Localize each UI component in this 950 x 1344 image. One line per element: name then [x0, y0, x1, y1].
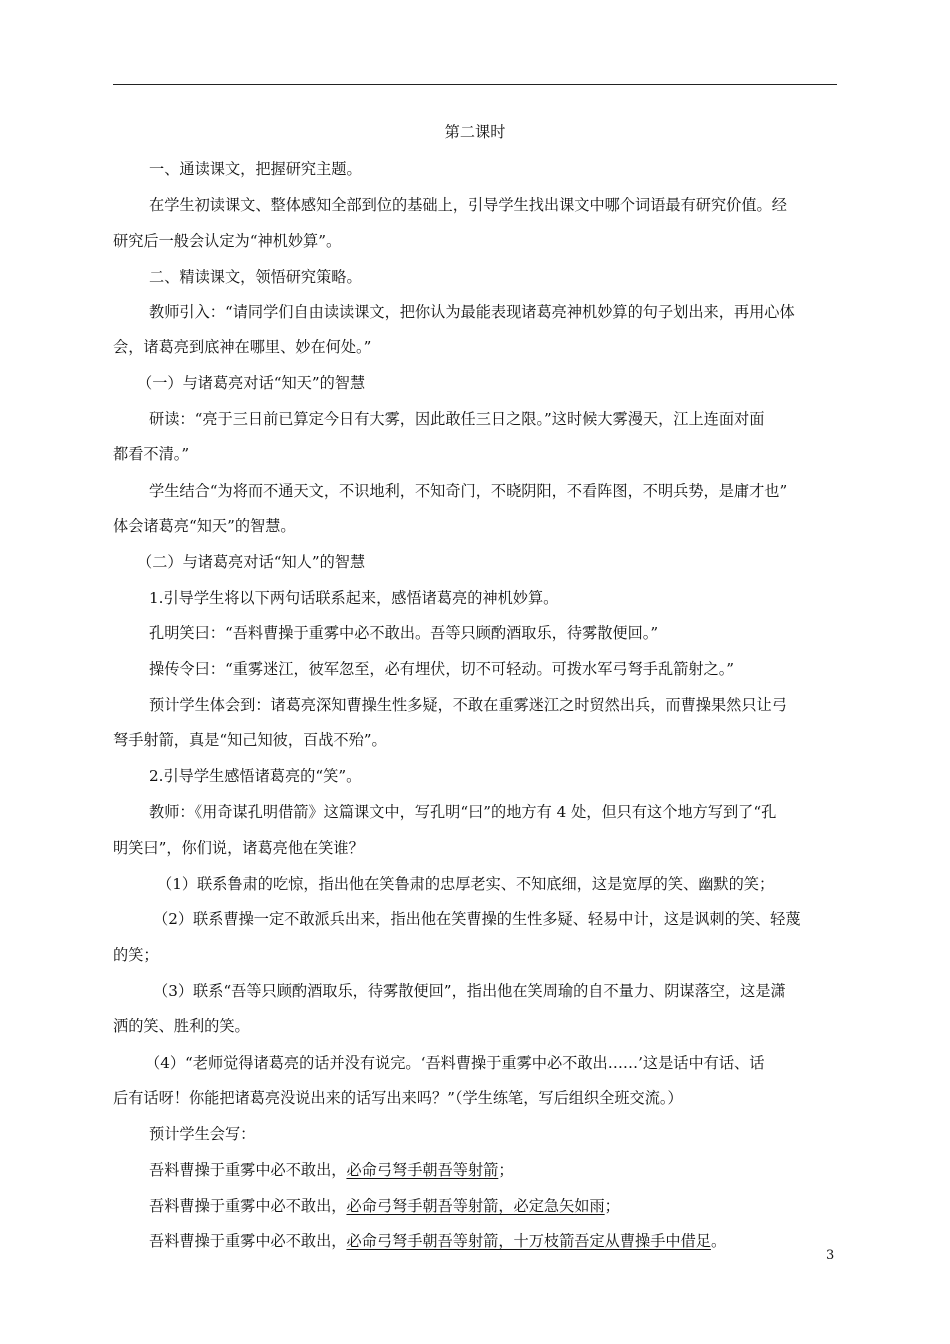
answer-underlined: 必命弓弩手朝吾等射箭，十万枝箭吾定从曹操手中借足 [346, 1232, 711, 1250]
paragraph: 体会诸葛亮“知天”的智慧。 [113, 517, 296, 535]
list-item: （4）“老师觉得诸葛亮的话并没有说完。‘吾料曹操于重雾中必不敢出……’这是话中有话、话 [145, 1054, 765, 1072]
paragraph: 学生结合“为将而不通天文，不识地利，不知奇门，不晓阴阳，不看阵图，不明兵势，是庸才也” [149, 482, 788, 500]
paragraph: 都看不清。” [113, 445, 190, 463]
lesson-title: 第二课时 [444, 123, 506, 141]
paragraph: 会，诸葛亮到底神在哪里、妙在何处。” [113, 338, 372, 356]
paragraph: 2.引导学生感悟诸葛亮的“笑”。 [149, 767, 362, 785]
answer-prefix: 吾料曹操于重雾中必不敢出， [149, 1197, 347, 1215]
paragraph: 弩手射箭，真是“知己知彼，百战不殆”。 [113, 731, 387, 749]
paragraph: 预计学生体会到：诸葛亮深知曹操生性多疑，不敢在重雾迷江之时贸然出兵，而曹操果然只让弓 [149, 696, 787, 714]
section-heading: （二）与诸葛亮对话“知人”的智慧 [137, 553, 366, 571]
page-number: 3 [826, 1248, 835, 1263]
paragraph: 教师引入：“请同学们自由读读课文，把你认为最能表现诸葛亮神机妙算的句子划出来，再用心体 [149, 303, 795, 321]
paragraph: 孔明笑曰：“吾料曹操于重雾中必不敢出。吾等只顾酌酒取乐，待雾散便回。” [149, 624, 659, 642]
paragraph: 1.引导学生将以下两句话联系起来，感悟诸葛亮的神机妙算。 [149, 589, 559, 607]
answer-prefix: 吾料曹操于重雾中必不敢出， [149, 1232, 347, 1250]
header-rule [113, 84, 837, 85]
list-item: （1）联系鲁肃的吃惊，指出他在笑鲁肃的忠厚老实、不知底细，这是宽厚的笑、幽默的笑； [157, 875, 775, 893]
paragraph: 预计学生会写： [149, 1125, 256, 1143]
paragraph: 操传令曰：“重雾迷江，彼军忽至，必有埋伏，切不可轻动。可拨水军弓弩手乱箭射之。” [149, 660, 735, 678]
list-item: （2）联系曹操一定不敢派兵出来，指出他在笑曹操的生性多疑、轻易中计，这是讽刺的笑、轻蔑 [153, 910, 801, 928]
answer-suffix: 。 [710, 1232, 727, 1250]
paragraph: 研读：“亮于三日前已算定今日有大雾，因此敢任三日之限。”这时候大雾漫天，江上连面对面 [149, 410, 765, 428]
paragraph: 教师：《用奇谋孔明借箭》这篇课文中，写孔明“曰”的地方有 4 处，但只有这个地方写到了“孔 [149, 803, 777, 821]
list-item: （3）联系“吾等只顾酌酒取乐，待雾散便回”，指出他在笑周瑜的自不量力、阴谋落空，这是潇 [153, 982, 786, 1000]
sample-answer [149, 1196, 620, 1216]
answer-underlined: 必命弓弩手朝吾等射箭，必定急矢如雨 [346, 1197, 605, 1215]
sample-answer [149, 1231, 726, 1251]
answer-prefix: 吾料曹操于重雾中必不敢出， [149, 1161, 347, 1179]
paragraph: 一、通读课文，把握研究主题。 [149, 160, 362, 178]
paragraph: 的笑； [113, 946, 159, 964]
paragraph: 二、精读课文，领悟研究策略。 [149, 268, 362, 286]
answer-suffix: ； [498, 1161, 514, 1179]
section-heading: （一）与诸葛亮对话“知天”的智慧 [137, 374, 366, 392]
answer-underlined: 必命弓弩手朝吾等射箭 [346, 1161, 499, 1179]
sample-answer [149, 1160, 514, 1180]
paragraph: 在学生初读课文、整体感知全部到位的基础上，引导学生找出课文中哪个词语最有研究价值。经 [149, 196, 787, 214]
paragraph: 明笑曰”，你们说，诸葛亮他在笑谁？ [113, 839, 364, 857]
paragraph: 研究后一般会认定为“神机妙算”。 [113, 232, 342, 250]
paragraph: 后有话呀！你能把诸葛亮没说出来的话写出来吗？”（学生练笔，写后组织全班交流。） [113, 1089, 683, 1107]
paragraph: 洒的笑、胜利的笑。 [113, 1017, 250, 1035]
answer-suffix: ； [604, 1197, 620, 1215]
